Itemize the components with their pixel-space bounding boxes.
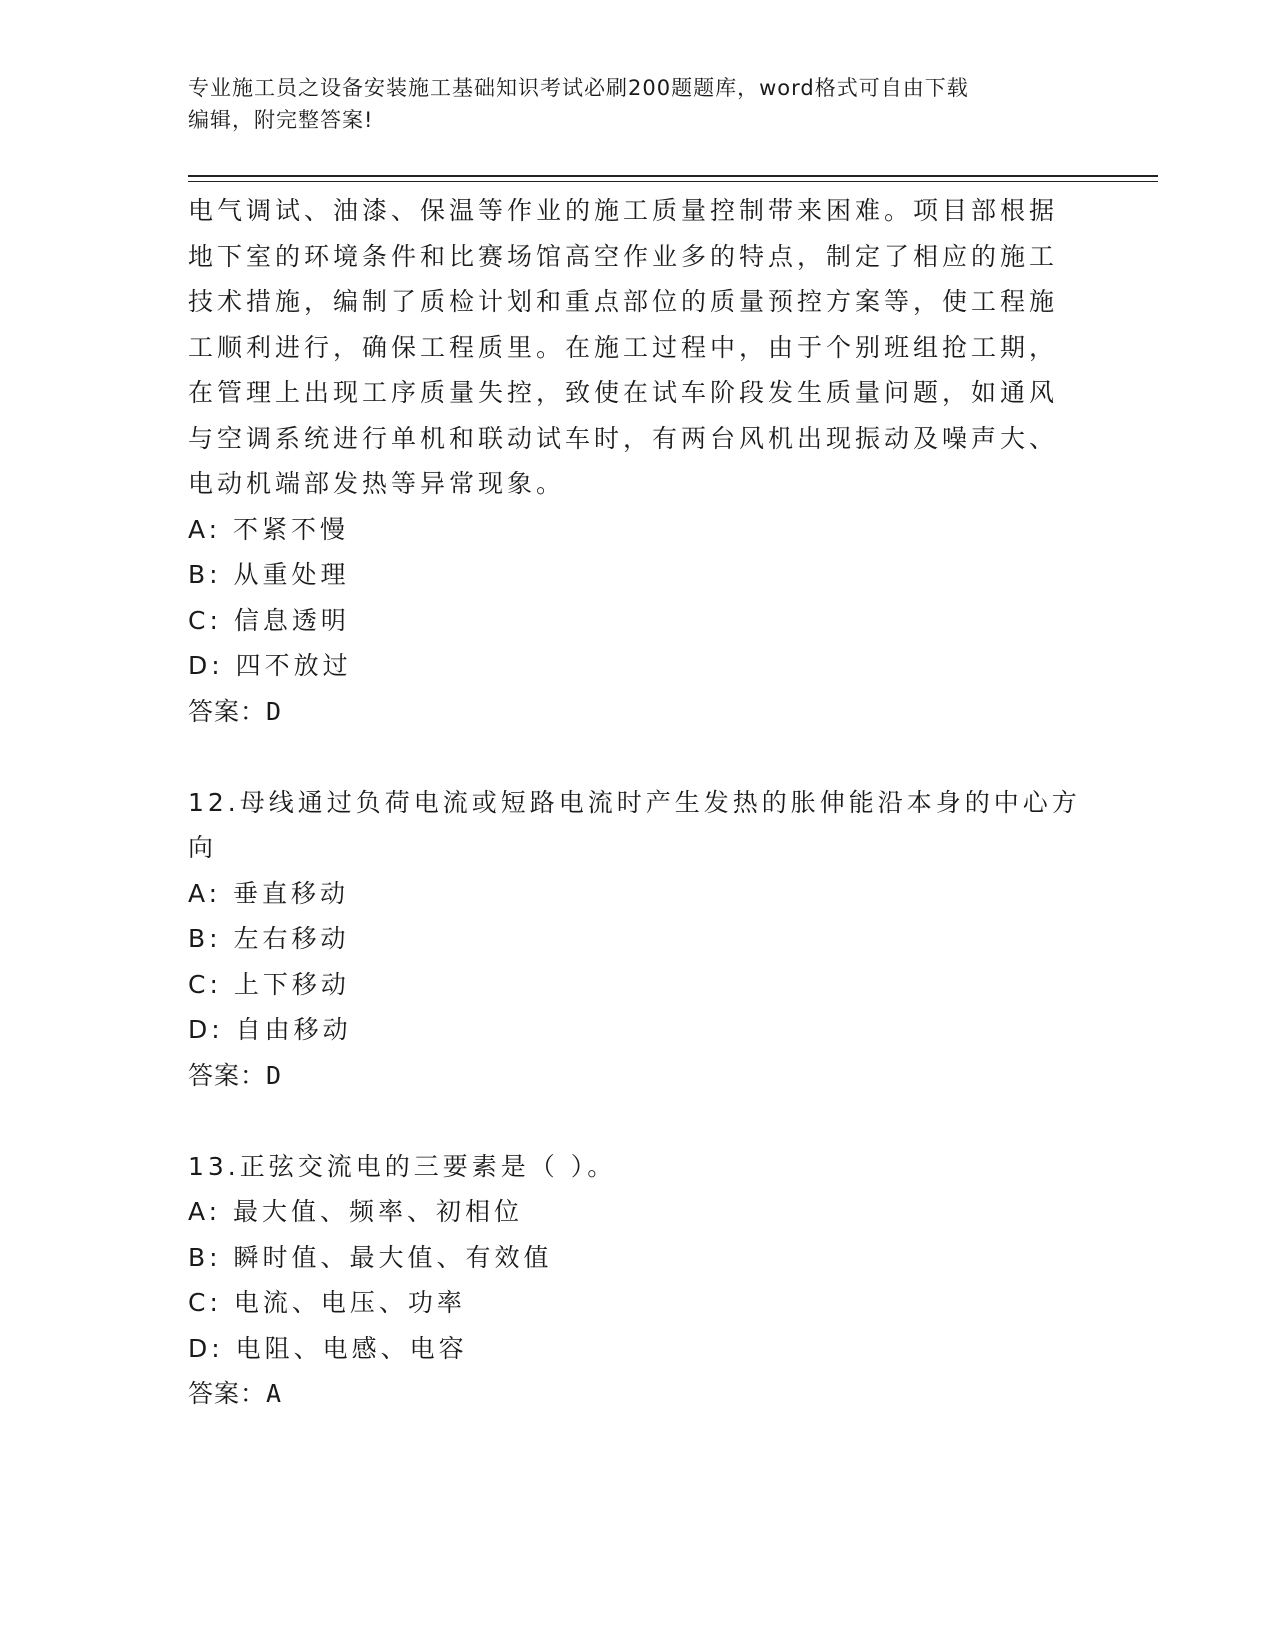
passage-line: 技术措施，编制了质检计划和重点部位的质量预控方案等，使工程施 (188, 287, 1059, 316)
option-a: A: 最大值、频率、初相位 (188, 1197, 524, 1226)
passage-line: 在管理上出现工序质量失控，致使在试车阶段发生质量问题，如通风 (188, 378, 1059, 407)
option-d: D: 自由移动 (188, 1015, 352, 1044)
question-11-passage (188, 188, 1088, 507)
option-c: C: 电流、电压、功率 (188, 1288, 466, 1317)
page-header (188, 72, 1088, 136)
answer-line: 答案：D (188, 1060, 283, 1090)
question-stem: 向 (188, 833, 218, 862)
option-a: A: 不紧不慢 (188, 514, 350, 544)
option-b: B: 从重处理 (188, 560, 350, 589)
answer-line: 答案：A (188, 1379, 283, 1408)
question-12 (188, 780, 1088, 1099)
passage-line: 电动机端部发热等异常现象。 (188, 469, 566, 498)
option-b: B: 左右移动 (188, 924, 350, 953)
passage-line: 工顺利进行，确保工程质里。在施工过程中，由于个别班组抢工期， (188, 332, 1059, 362)
passage-line: 电气调试、油漆、保温等作业的施工质量控制带来困难。项目部根据 (188, 196, 1059, 225)
spacer (188, 1098, 1088, 1144)
passage-line: 地下室的环境条件和比赛场馆高空作业多的特点，制定了相应的施工 (188, 241, 1059, 271)
option-d: D: 电阻、电感、电容 (188, 1333, 468, 1363)
header-divider-thick (188, 175, 1158, 177)
question-stem: 12.母线通过负荷电流或短路电流时产生发热的胀伸能沿本身的中心方 (188, 787, 1081, 817)
passage-line: 与空调系统进行单机和联动试车时，有两台风机出现振动及噪声大、 (188, 423, 1059, 453)
option-c: C: 上下移动 (188, 969, 350, 999)
question-11-options (188, 507, 1088, 735)
option-a: A: 垂直移动 (188, 878, 350, 908)
header-title-line-2: 编辑，附完整答案! (188, 108, 374, 132)
option-b: B: 瞬时值、最大值、有效值 (188, 1242, 553, 1272)
question-13 (188, 1144, 1088, 1417)
document-body (188, 188, 1088, 1417)
option-d: D: 四不放过 (188, 651, 352, 680)
answer-line: 答案：D (188, 696, 283, 726)
spacer (188, 734, 1088, 780)
question-stem: 13.正弦交流电的三要素是（ ）。 (188, 1151, 617, 1181)
header-title-line-1: 专业施工员之设备安装施工基础知识考试必刷200题题库，word格式可自由下载 (188, 76, 969, 100)
option-c: C: 信息透明 (188, 605, 350, 635)
header-divider-thin (188, 181, 1158, 182)
